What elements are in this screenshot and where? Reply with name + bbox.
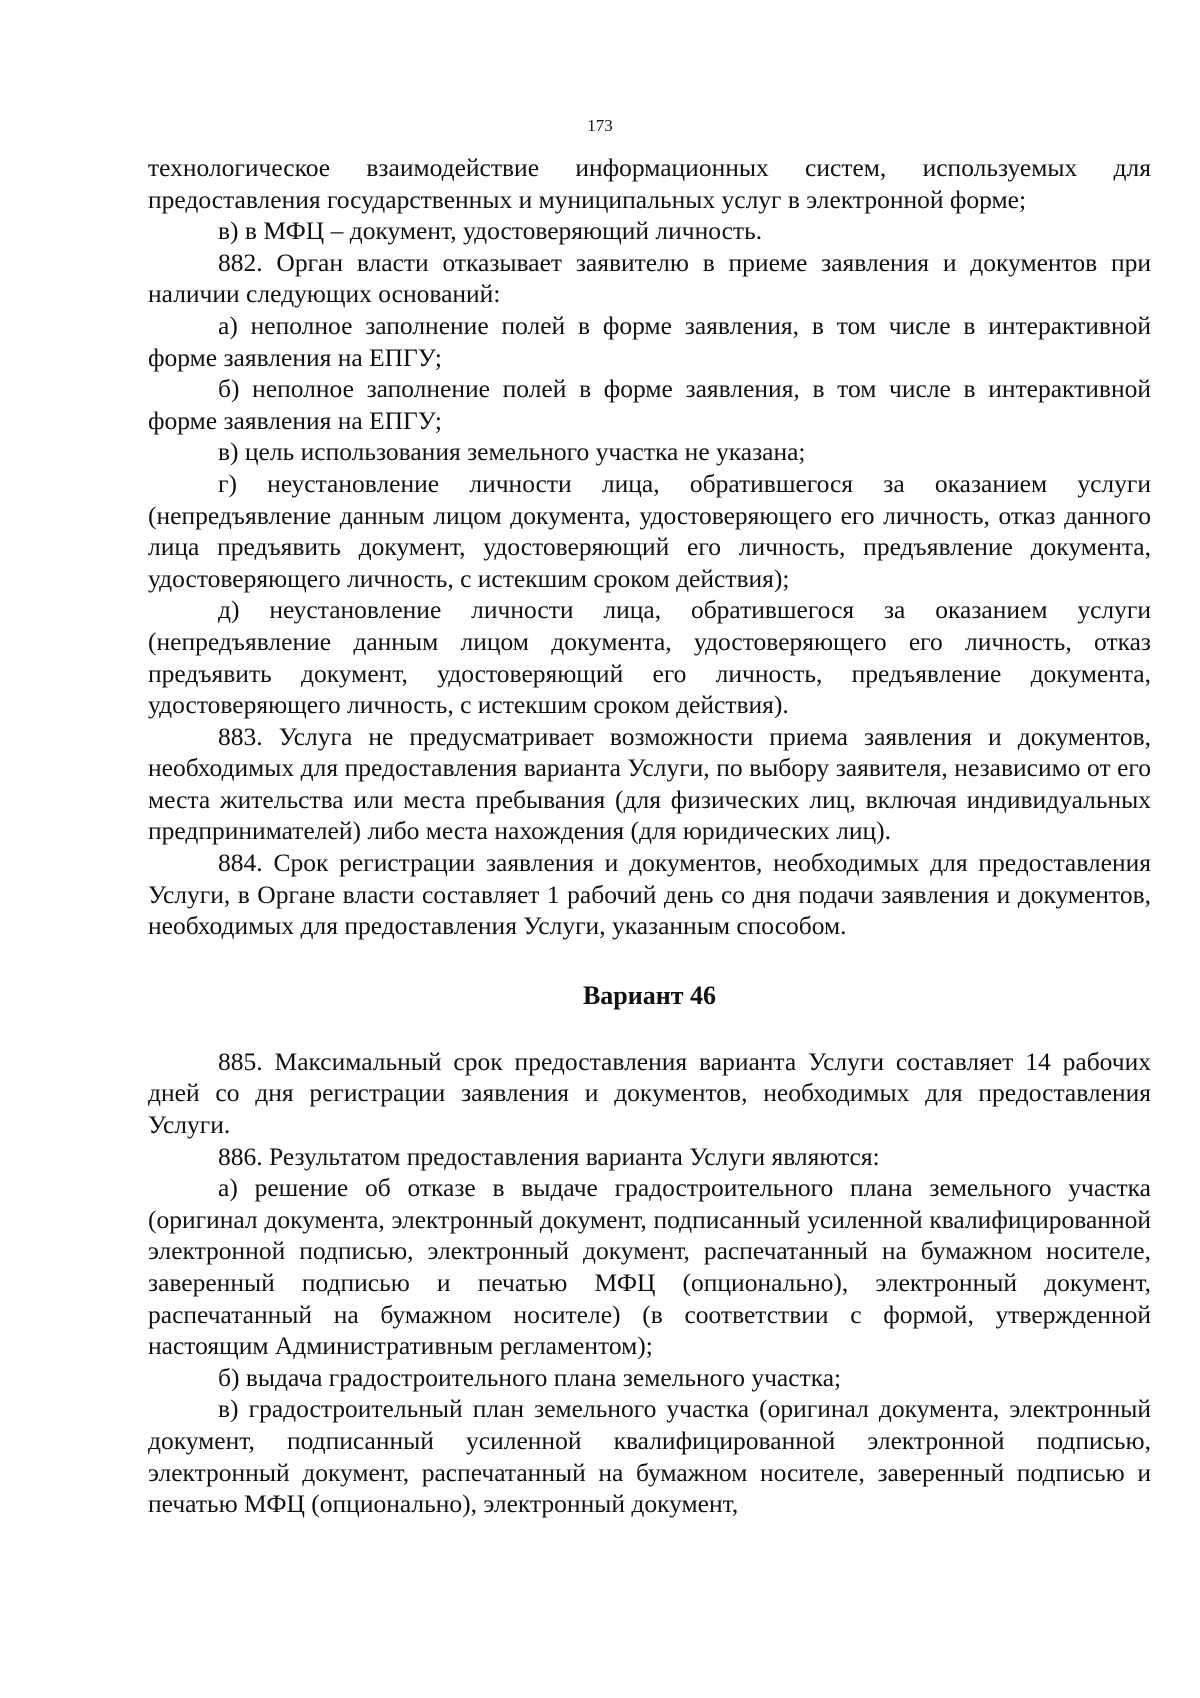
paragraph-item-b: б) неполное заполнение полей в форме заявления, в том числе в интерактивной форме заявления на ЕПГУ;: [148, 374, 1151, 435]
section-heading: Вариант 46: [582, 980, 717, 1010]
paragraph-item-v: в) цель использования земельного участка не указана;: [218, 437, 806, 467]
paragraph-884: 884. Срок регистрации заявления и документов, необходимых для предоставления Услуги, в Органе власти составляет 1 рабочий день со дня подачи заявления и документов, необходимых для предоставления Услуги, указанным способом.: [148, 848, 1151, 941]
paragraph-885: 885. Максимальный срок предоставления варианта Услуги составляет 14 рабочих дней со дня регистрации заявления и документов, необходимых для предоставления Услуги.: [148, 1046, 1151, 1140]
paragraph-886-item-a: а) решение об отказе в выдаче градостроительного плана земельного участка (оригинал документа, электронный документ, подписанный усиленной квалифицированной электронной подписью, электронный документ, распечатанный на бумажном носителе, заверенный подписью и печатью МФЦ (опционально), электронный документ, распечатанный на бумажном носителе) (в соответствии с формой, утвержденной настоящим Административным регламентом);: [148, 1173, 1151, 1361]
paragraph-882: 882. Орган власти отказывает заявителю в приеме заявления и документов при наличии следующих оснований:: [148, 247, 1151, 309]
paragraph-886-item-v: в) градостроительный план земельного участка (оригинал документа, электронный документ, подписанный усиленной квалифицированной электронной подписью, электронный документ, распечатанный на бумажном носителе, заверенный подписью и печатью МФЦ (опционально), электронный документ,: [148, 1394, 1151, 1519]
paragraph-item-g: г) неустановление личности лица, обратившегося за оказанием услуги (непредъявление данным лицом документа, удостоверяющего его личность, отказ данного лица предъявить документ, удостоверяющий его личность, предъявление документа, удостоверяющего личность, с истекшим сроком действия);: [148, 468, 1151, 593]
paragraph-item-d: д) неустановление личности лица, обратившегося за оказанием услуги (непредъявление данным лицом документа, удостоверяющего его личность, отказ предъявить документ, удостоверяющий его личность, предъявление документа, удостоверяющего личность, с истекшим сроком действия).: [148, 595, 1151, 720]
page-number: 173: [587, 116, 613, 135]
paragraph-883: 883. Услуга не предусматривает возможности приема заявления и документов, необходимых для предоставления варианта Услуги, по выбору заявителя, независимо от его места жительства или места пребывания (для физических лиц, включая индивидуальных предпринимателей) либо места нахождения (для юридических лиц).: [148, 721, 1151, 846]
paragraph-886-item-b: б) выдача градостроительного плана земельного участка;: [218, 1362, 842, 1392]
paragraph-item-v-mfc: в) в МФЦ – документ, удостоверяющий личность.: [218, 216, 763, 246]
paragraph-item-a: а) неполное заполнение полей в форме заявления, в том числе в интерактивной форме заявления на ЕПГУ;: [148, 310, 1151, 372]
paragraph-continuation: технологическое взаимодействие информационных систем, используемых для предоставления государственных и муниципальных услуг в электронной форме;: [148, 153, 1151, 214]
document-body: [148, 152, 1151, 1520]
paragraph-886: 886. Результатом предоставления варианта Услуги являются:: [218, 1141, 880, 1171]
